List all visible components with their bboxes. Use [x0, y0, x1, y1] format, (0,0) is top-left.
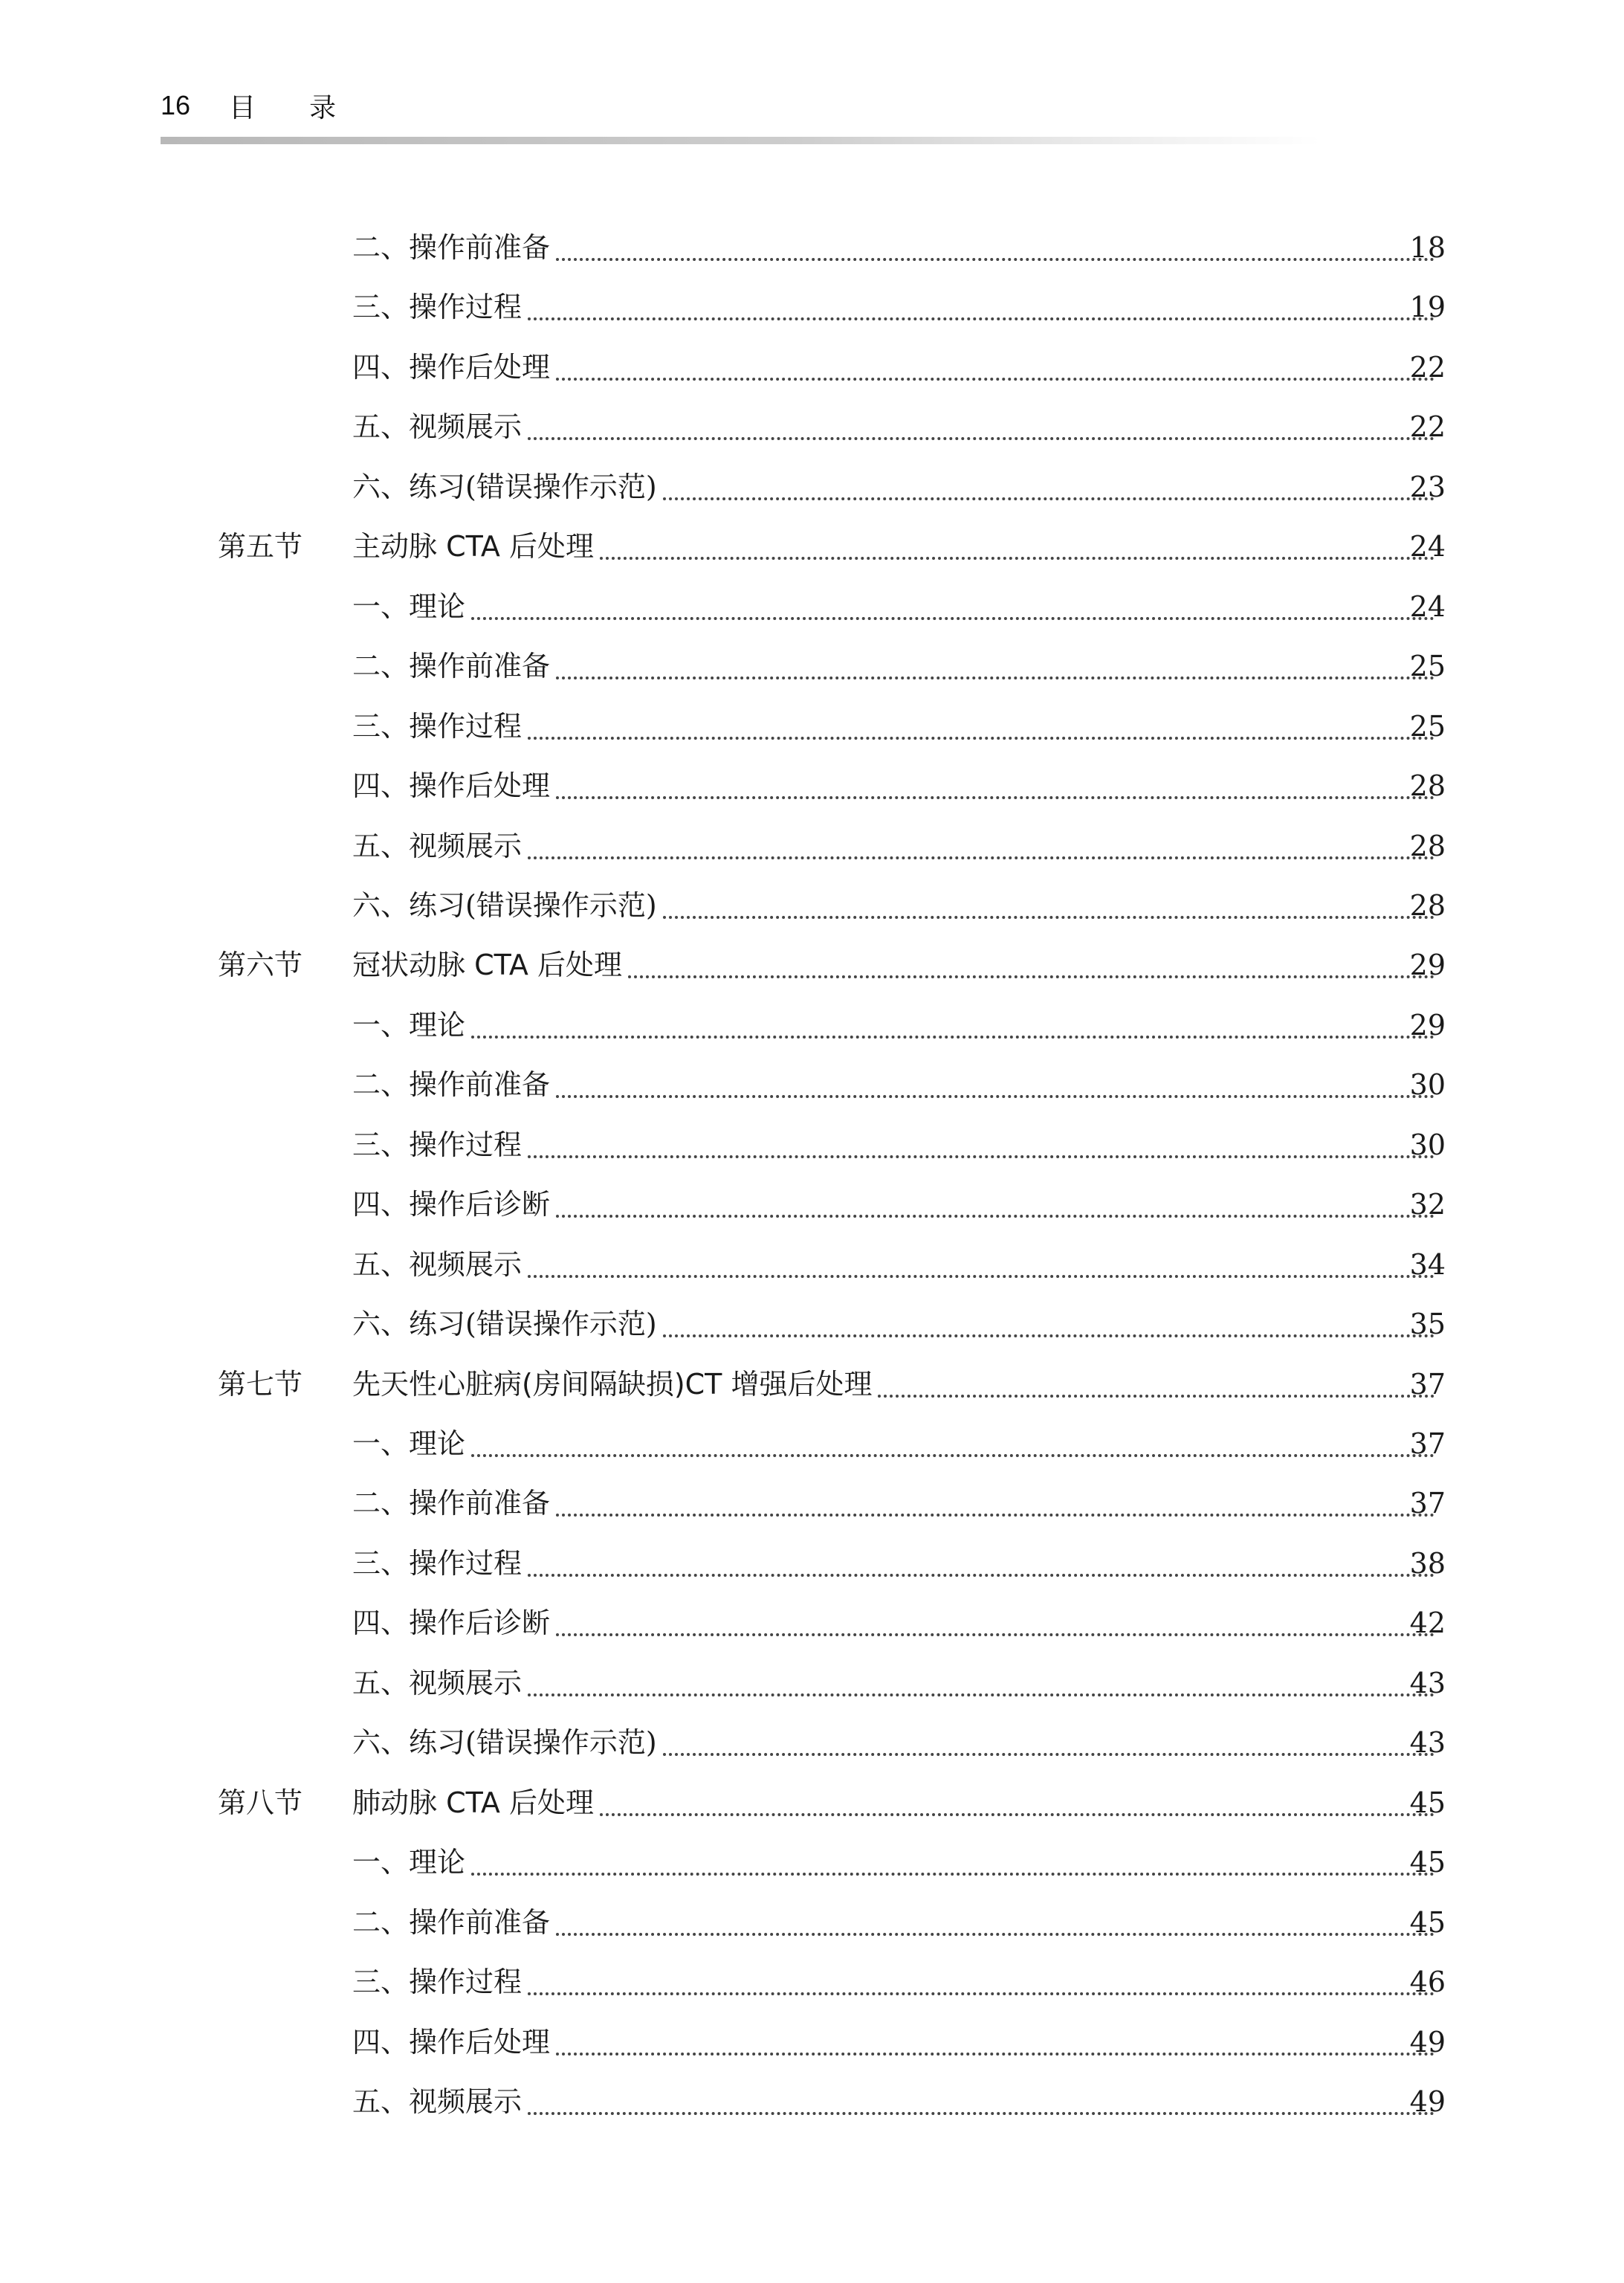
header-page-number: 16	[161, 90, 191, 120]
toc-entry	[352, 2072, 1442, 2131]
dot-leader	[556, 1633, 1434, 1636]
toc-section-row[interactable]	[0, 1773, 1624, 1832]
toc-page-number: 45	[1409, 1786, 1446, 1819]
dot-leader	[600, 1813, 1434, 1816]
toc-entry	[352, 1175, 1442, 1234]
dot-leader	[528, 1155, 1434, 1158]
toc-entry-title: 三、操作过程	[352, 291, 523, 323]
toc-entry-title: 主动脉 CTA 后处理	[352, 530, 594, 563]
toc-subsection-row[interactable]	[0, 697, 1624, 756]
toc-entry	[352, 218, 1442, 277]
toc-entry-title: 二、操作前准备	[352, 231, 551, 264]
toc-entry	[352, 1653, 1442, 1713]
dot-leader	[663, 1753, 1434, 1756]
toc-entry-title: 肺动脉 CTA 后处理	[352, 1786, 594, 1819]
toc-subsection-row[interactable]	[0, 1952, 1624, 2012]
toc-entry	[352, 577, 1442, 636]
toc-page-number: 34	[1409, 1248, 1446, 1281]
toc-entry	[352, 1893, 1442, 1952]
dot-leader	[471, 1036, 1434, 1039]
dot-leader	[600, 557, 1434, 560]
toc-subsection-row[interactable]	[0, 1414, 1624, 1473]
toc-section-label: 第七节	[218, 1368, 303, 1401]
toc-page-number: 25	[1409, 710, 1446, 743]
toc-page-number: 22	[1409, 410, 1446, 443]
toc-page-number: 35	[1409, 1308, 1446, 1340]
dot-leader	[528, 2112, 1434, 2115]
toc-entry	[352, 1952, 1442, 2012]
toc-subsection-row[interactable]	[0, 577, 1624, 636]
toc-page-number: 42	[1409, 1607, 1446, 1639]
toc-entry	[352, 995, 1442, 1055]
dot-leader	[528, 1992, 1434, 1995]
toc-entry-title: 五、视频展示	[352, 410, 523, 443]
dot-leader	[528, 1693, 1434, 1696]
toc-entry-title: 三、操作过程	[352, 1128, 523, 1161]
toc-subsection-row[interactable]	[0, 1713, 1624, 1772]
toc-entry	[352, 935, 1442, 995]
toc-entry-title: 四、操作后处理	[352, 769, 551, 802]
toc-entry	[352, 1414, 1442, 1473]
toc-page-number: 29	[1409, 949, 1446, 981]
toc-entry	[352, 1473, 1442, 1533]
toc-subsection-row[interactable]	[0, 816, 1624, 876]
toc-entry	[352, 697, 1442, 756]
toc-page-number: 45	[1409, 1906, 1446, 1939]
toc-page-number: 24	[1409, 530, 1446, 563]
toc-page-number: 28	[1409, 769, 1446, 802]
dot-leader	[556, 1514, 1434, 1517]
dot-leader	[528, 317, 1434, 320]
dot-leader	[878, 1395, 1434, 1398]
toc-subsection-row[interactable]	[0, 457, 1624, 517]
toc-section-label: 第五节	[218, 530, 303, 563]
toc-page-number: 45	[1409, 1846, 1446, 1879]
dot-leader	[628, 975, 1434, 978]
toc-entry-title: 先天性心脏病(房间隔缺损)CT 增强后处理	[352, 1368, 873, 1401]
dot-leader	[471, 617, 1434, 620]
toc-entry-title: 四、操作后处理	[352, 2026, 551, 2058]
toc-entry-title: 六、练习(错误操作示范)	[352, 1308, 657, 1340]
toc-entry-title: 四、操作后诊断	[352, 1607, 551, 1639]
toc-entry-title: 五、视频展示	[352, 1667, 523, 1699]
dot-leader	[471, 1454, 1434, 1457]
dot-leader	[556, 378, 1434, 381]
toc-entry	[352, 2012, 1442, 2072]
dot-leader	[528, 1574, 1434, 1577]
dot-leader	[556, 676, 1434, 679]
toc-subsection-row[interactable]	[0, 2072, 1624, 2131]
toc-entry	[352, 277, 1442, 337]
toc-entry	[352, 1055, 1442, 1114]
toc-subsection-row[interactable]	[0, 338, 1624, 397]
dot-leader	[556, 1095, 1434, 1098]
toc-entry-title: 六、练习(错误操作示范)	[352, 1726, 657, 1759]
toc-entry	[352, 1294, 1442, 1354]
toc-entry	[352, 517, 1442, 576]
toc-page-number: 25	[1409, 650, 1446, 682]
toc-subsection-row[interactable]	[0, 397, 1624, 456]
toc-entry	[352, 1832, 1442, 1892]
toc-page-number: 37	[1409, 1368, 1446, 1401]
toc-page-number: 37	[1409, 1487, 1446, 1520]
toc-subsection-row[interactable]	[0, 1534, 1624, 1593]
toc-entry-title: 三、操作过程	[352, 710, 523, 743]
toc-entry-title: 一、理论	[352, 1009, 466, 1042]
toc-subsection-row[interactable]	[0, 277, 1624, 337]
dot-leader	[556, 1215, 1434, 1218]
toc-page-number: 29	[1409, 1009, 1446, 1042]
toc-entry	[352, 816, 1442, 876]
dot-leader	[528, 437, 1434, 440]
toc-entry	[352, 1534, 1442, 1593]
toc-entry-title: 四、操作后处理	[352, 351, 551, 384]
toc-entry	[352, 457, 1442, 517]
dot-leader	[556, 2053, 1434, 2056]
toc-subsection-row[interactable]	[0, 1175, 1624, 1234]
toc-subsection-row[interactable]	[0, 1473, 1624, 1533]
dot-leader	[528, 856, 1434, 859]
toc-subsection-row[interactable]	[0, 756, 1624, 816]
toc-subsection-row[interactable]	[0, 1115, 1624, 1175]
toc-entry	[352, 1773, 1442, 1832]
toc-page-number: 37	[1409, 1427, 1446, 1460]
dot-leader	[528, 1275, 1434, 1278]
toc-entry-title: 五、视频展示	[352, 2085, 523, 2118]
toc-entry-title: 一、理论	[352, 590, 466, 623]
toc-subsection-row[interactable]	[0, 1055, 1624, 1114]
toc-entry-title: 三、操作过程	[352, 1547, 523, 1580]
dot-leader	[528, 737, 1434, 740]
toc-entry-title: 冠状动脉 CTA 后处理	[352, 949, 622, 981]
dot-leader	[663, 497, 1434, 500]
dot-leader	[663, 1334, 1434, 1337]
toc-page-number: 23	[1409, 471, 1446, 503]
dot-leader	[663, 916, 1434, 919]
toc-subsection-row[interactable]	[0, 995, 1624, 1055]
toc-entry-title: 二、操作前准备	[352, 1068, 551, 1101]
toc-entry-title: 二、操作前准备	[352, 1906, 551, 1939]
toc-page-number: 22	[1409, 351, 1446, 384]
toc-entry-title: 二、操作前准备	[352, 650, 551, 682]
toc-entry-title: 五、视频展示	[352, 830, 523, 862]
dot-leader	[556, 1933, 1434, 1936]
toc-page-number: 19	[1409, 291, 1446, 323]
dot-leader	[471, 1873, 1434, 1876]
toc-entry	[352, 636, 1442, 696]
toc-subsection-row[interactable]	[0, 1593, 1624, 1653]
toc-page-number: 32	[1409, 1188, 1446, 1221]
toc-page-number: 46	[1409, 1966, 1446, 1998]
toc-subsection-row[interactable]	[0, 1235, 1624, 1294]
toc-section-label: 第六节	[218, 949, 303, 981]
toc-page-number: 49	[1409, 2026, 1446, 2058]
dot-leader	[556, 258, 1434, 261]
toc-page-number: 30	[1409, 1068, 1446, 1101]
dot-leader	[556, 796, 1434, 799]
toc-page-number: 43	[1409, 1726, 1446, 1759]
toc-subsection-row[interactable]	[0, 1294, 1624, 1354]
toc-subsection-row[interactable]	[0, 636, 1624, 696]
toc-subsection-row[interactable]	[0, 1893, 1624, 1952]
header-title-char-2: 录	[309, 91, 337, 123]
toc-subsection-row[interactable]	[0, 218, 1624, 277]
toc-page-number: 18	[1409, 231, 1446, 264]
toc-page-number: 28	[1409, 889, 1446, 922]
toc-entry	[352, 756, 1442, 816]
toc-entry	[352, 876, 1442, 935]
toc-entry	[352, 1115, 1442, 1175]
toc-page-number: 38	[1409, 1547, 1446, 1580]
toc-section-label: 第八节	[218, 1786, 303, 1819]
toc-subsection-row[interactable]	[0, 1832, 1624, 1892]
toc-entry-title: 五、视频展示	[352, 1248, 523, 1281]
toc-entry-title: 三、操作过程	[352, 1966, 523, 1998]
toc-entry	[352, 1593, 1442, 1653]
toc-entry	[352, 1713, 1442, 1772]
toc-section-row[interactable]	[0, 517, 1624, 576]
toc-entry-title: 二、操作前准备	[352, 1487, 551, 1520]
toc-entry-title: 四、操作后诊断	[352, 1188, 551, 1221]
toc-subsection-row[interactable]	[0, 1653, 1624, 1713]
toc-page-number: 30	[1409, 1128, 1446, 1161]
toc-entry-title: 六、练习(错误操作示范)	[352, 471, 657, 503]
toc-entry	[352, 338, 1442, 397]
toc-section-row[interactable]	[0, 935, 1624, 995]
toc-entry	[352, 397, 1442, 456]
toc-page-number: 28	[1409, 830, 1446, 862]
toc-section-row[interactable]	[0, 1354, 1624, 1414]
header-title-char-1: 目	[229, 91, 256, 123]
toc-entry	[352, 1235, 1442, 1294]
toc-subsection-row[interactable]	[0, 876, 1624, 935]
toc-entry-title: 一、理论	[352, 1846, 466, 1879]
toc-entry	[352, 1354, 1442, 1414]
toc-page-number: 49	[1409, 2085, 1446, 2118]
toc-entry-title: 一、理论	[352, 1427, 466, 1460]
toc-entry-title: 六、练习(错误操作示范)	[352, 889, 657, 922]
toc-page-number: 43	[1409, 1667, 1446, 1699]
toc-page-number: 24	[1409, 590, 1446, 623]
toc-subsection-row[interactable]	[0, 2012, 1624, 2072]
